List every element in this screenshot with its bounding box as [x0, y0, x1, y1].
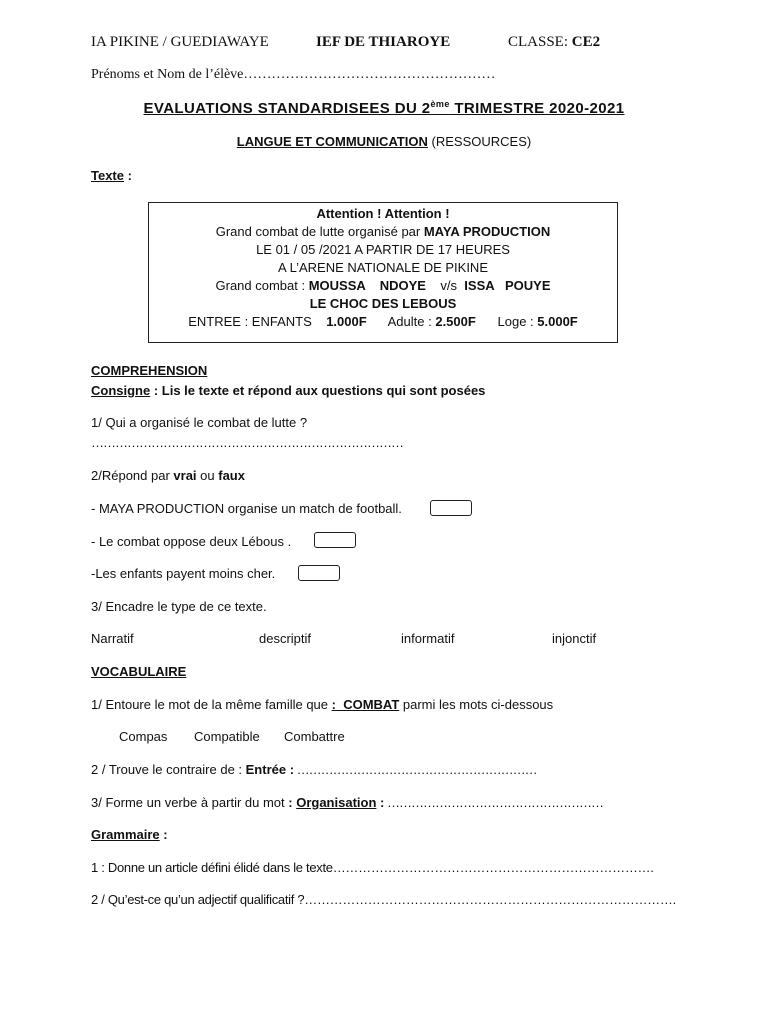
- poster-fighter-1: MOUSSA NDOYE: [308, 278, 426, 293]
- poster-price-adulte: 2.500F: [435, 314, 476, 329]
- vocab-q2-word: Entrée :: [245, 762, 295, 777]
- vocab-question-3: [91, 795, 603, 810]
- texte-colon: :: [124, 168, 132, 183]
- question-2: [91, 468, 245, 483]
- comprehension-heading: COMPREHENSION: [91, 363, 208, 378]
- q2-a: 2/Répond par: [91, 468, 174, 483]
- classe-prefix: CLASSE:: [508, 34, 572, 50]
- classe-label: [508, 34, 600, 51]
- ief-label: IEF DE THIAROYE: [316, 34, 451, 50]
- q2-ou: ou: [196, 468, 219, 483]
- vocab-q2-a: 2 / Trouve le contraire de :: [91, 762, 246, 777]
- statement-1: - MAYA PRODUCTION organise un match de football.: [91, 501, 402, 516]
- question-3: 3/ Encadre le type de ce texte.: [91, 599, 267, 614]
- poster-entree: ENTREE : ENFANTS: [188, 314, 327, 329]
- poster-line-5: [149, 277, 617, 295]
- vocab-q3-colon: :: [288, 795, 297, 810]
- vocab-q3-colon-2: :: [376, 795, 385, 810]
- question-1: 1/ Qui a organisé le combat de lutte ?: [91, 415, 308, 430]
- grammaire-label: Grammaire: [91, 827, 160, 842]
- consigne-text: : Lis le texte et répond aux questions qui sont posées: [150, 383, 486, 398]
- poster-line-5a: Grand combat :: [215, 278, 309, 293]
- grammar-question-1: 1 : Donne un article défini élidé dans le texte………………………………………………………………….: [91, 860, 654, 875]
- statement-3: -Les enfants payent moins cher.: [91, 566, 276, 581]
- poster-organizer: MAYA PRODUCTION: [423, 224, 551, 239]
- subject-suffix: (RESSOURCES): [427, 134, 532, 149]
- page-title: [0, 99, 768, 117]
- poster-fighter-2: ISSA POUYE: [464, 278, 551, 293]
- vocab-q3-a: 3/ Forme un verbe à partir du mot: [91, 795, 289, 810]
- vocab-q1-colon: :: [331, 697, 336, 712]
- classe-value: CE2: [571, 34, 601, 50]
- title-sup: ème: [430, 99, 450, 109]
- poster-vs: v/s: [425, 278, 465, 293]
- text-type-injonctif[interactable]: injonctif: [552, 631, 597, 646]
- vocab-question-1: [91, 697, 553, 712]
- texte-label: Texte: [91, 168, 124, 183]
- vocab-q3-word: Organisation: [296, 795, 377, 810]
- vocabulaire-heading: VOCABULAIRE: [91, 664, 187, 679]
- poster-adulte: Adulte :: [366, 314, 436, 329]
- vocab-q1-d: parmi les mots ci-dessous: [399, 697, 554, 712]
- word-compas[interactable]: Compas: [119, 729, 168, 744]
- word-combattre[interactable]: Combattre: [284, 729, 345, 744]
- subject-line: [0, 134, 768, 149]
- word-compatible[interactable]: Compatible: [194, 729, 260, 744]
- texte-heading: [91, 168, 132, 183]
- answer-line-1: ……………………………………………………………………: [91, 435, 403, 450]
- poster-loge: Loge :: [475, 314, 538, 329]
- consigne-label: Consigne: [91, 383, 151, 398]
- poster-line-6: LE CHOC DES LEBOUS: [309, 296, 457, 311]
- title-part1: EVALUATIONS STANDARDISEES DU 2: [143, 100, 431, 117]
- answer-box-2[interactable]: [314, 532, 356, 548]
- q2-vrai: vrai: [173, 468, 197, 483]
- vocab-q1-a: 1/ Entoure le mot de la même famille que: [91, 697, 332, 712]
- consigne-line: [91, 383, 485, 398]
- poster-price-enfants: 1.000F: [326, 314, 367, 329]
- poster-box: [148, 202, 618, 343]
- vocab-q1-word: COMBAT: [335, 697, 400, 712]
- grammar-question-2: 2 / Qu’est-ce qu’un adjectif qualificatif ?…………………………………………………………………………….: [91, 892, 676, 907]
- q2-faux: faux: [218, 468, 245, 483]
- poster-line-2a: Grand combat de lutte organisé par: [215, 224, 424, 239]
- poster-line-4: A L’ARENE NATIONALE DE PIKINE: [278, 260, 488, 275]
- subject-main: LANGUE ET COMMUNICATION: [236, 134, 428, 149]
- student-name-line: Prénoms et Nom de l’élève………………………………………………: [91, 67, 496, 82]
- text-type-descriptif[interactable]: descriptif: [259, 631, 312, 646]
- academy-label: IA PIKINE / GUEDIAWAYE: [91, 34, 269, 50]
- vocab-question-2: [91, 762, 537, 777]
- grammaire-colon: :: [159, 827, 168, 842]
- vocab-q3-dots: ………………………………………………: [384, 795, 603, 810]
- text-type-narratif[interactable]: Narratif: [91, 631, 134, 646]
- title-part2: TRIMESTRE 2020-2021: [449, 100, 625, 117]
- vocab-q2-dots: ……………………………………………………: [294, 762, 537, 777]
- poster-line-1: Attention ! Attention !: [316, 206, 450, 221]
- poster-line-7: [149, 313, 617, 331]
- answer-box-3[interactable]: [298, 565, 340, 581]
- answer-box-1[interactable]: [430, 500, 472, 516]
- text-type-informatif[interactable]: informatif: [401, 631, 455, 646]
- poster-line-2: [149, 223, 617, 241]
- poster-line-3: LE 01 / 05 /2021 A PARTIR DE 17 HEURES: [256, 242, 510, 257]
- grammaire-heading: [91, 827, 168, 842]
- poster-price-loge: 5.000F: [537, 314, 578, 329]
- statement-2: - Le combat oppose deux Lébous .: [91, 534, 292, 549]
